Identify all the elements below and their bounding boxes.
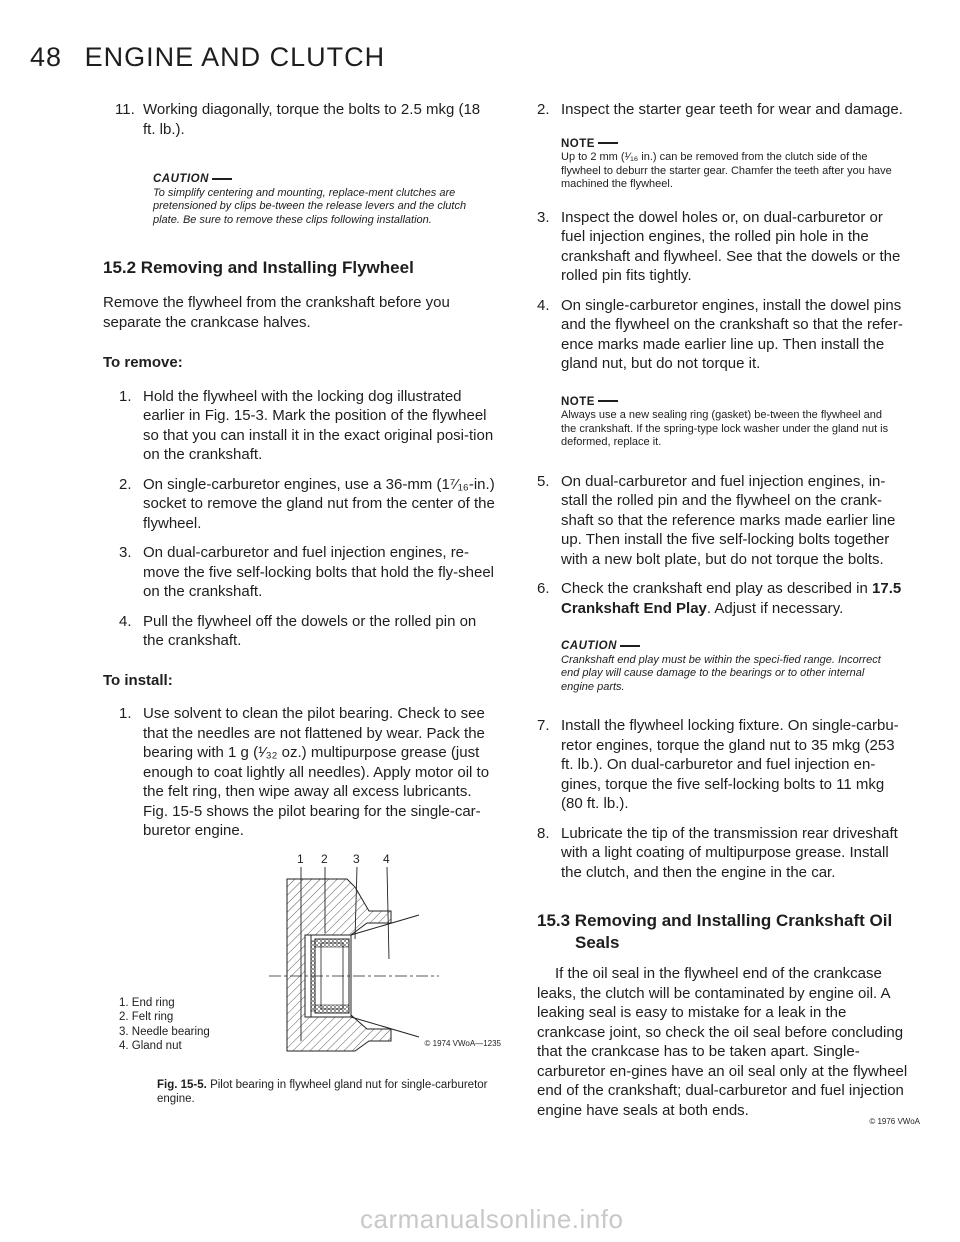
- step-11: 11. Working diagonally, torque the bolts to 2.5 mkg (18 ft. lb.).: [115, 101, 481, 138]
- step-4: 4. On single-carburetor engines, install the dowel pins and the flywheel on the crankshaft so that the refer-ence marks made earlier line up. Then install the gland nut, but do not torque it.: [537, 296, 903, 372]
- caution-text: To simplify centering and mounting, replace-ment clutches are pretensioned by clips be-tween the release levers and the clutch plate. Be sure to remove these clips following installation.: [153, 186, 467, 226]
- remove-steps: [103, 387, 495, 651]
- install-step: 1. Use solvent to clean the pilot bearing. Check to see that the needles are not flattened by wear. Pack the bearing with 1 g (¹⁄₃₂ oz.) multipurpose grease (just enough to coat lightly all needles). Apply motor oil to the felt ring, then wipe away all excess lubricants. Fig. 15-5 shows the pilot bearing for the single-car-buretor engine.: [119, 705, 490, 839]
- steps-7-8: [537, 716, 909, 882]
- install-heading: To install:: [103, 671, 173, 689]
- section-heading-15-2: 15.2 Removing and Installing Flywheel: [103, 258, 414, 277]
- step-8: 8. Lubricate the tip of the transmission rear driveshaft with a light coating of multipurpose grease. Install the clutch, and then the engine in the car.: [537, 824, 898, 881]
- caution-box-clips: [153, 173, 485, 227]
- step-text: Working diagonally, torque the bolts to 2.5 mkg (18 ft. lb.).: [143, 101, 481, 138]
- figure-caption: [157, 1078, 495, 1106]
- remove-step: 2. On single-carburetor engines, use a 36-mm (1⁷⁄₁₆-in.) socket to remove the gland nut from the center of the flywheel.: [119, 475, 495, 532]
- legend-item: 1. End ring: [119, 996, 175, 1009]
- step-6: 6. Check the crankshaft end play as described in 17.5 Crankshaft End Play. Adjust if necessary.: [537, 580, 902, 617]
- legend-item: 2. Felt ring: [119, 1011, 174, 1023]
- left-column: [103, 100, 501, 1106]
- steps-3-4: [537, 208, 909, 374]
- remove-step: 3. On dual-carburetor and fuel injection engines, re-move the five self-locking bolts that hold the fly-sheel on the crankshaft.: [119, 544, 495, 600]
- section-heading-15-3: 15.3 Removing and Installing Crankshaft Oil Seals: [537, 911, 893, 952]
- page-header: [30, 42, 385, 73]
- seal-paragraph: If the oil seal in the flywheel end of the crankcase leaks, the clutch will be contaminated by engine oil. A leaking seal is easy to mistake for a leak in the crankcase joint, so check the oil seal before concluding that the crankcase has to be taken apart. Single-carburetor en-gines have an oil seal only at the flywheel end of the crankshaft; dual-carburetor and fuel injection engine have seals at both ends.: [537, 965, 908, 1119]
- note-label: NOTE: [561, 396, 899, 410]
- caption-text: Pilot bearing in flywheel gland nut for single-carburetor engine.: [157, 1078, 488, 1105]
- figure-legend: [119, 996, 210, 1054]
- legend-item: 3. Needle bearing: [119, 1025, 210, 1038]
- legend-item: 4. Gland nut: [119, 1040, 182, 1052]
- caution-box-end-play: [561, 640, 899, 694]
- caution-label: CAUTION: [561, 640, 899, 654]
- steps-5-6: [537, 472, 909, 619]
- caption-label: Fig. 15-5.: [157, 1078, 207, 1091]
- note-text: Up to 2 mm (¹⁄₁₆ in.) can be removed from the clutch side of the flywheel to deburr the starter gear. Chamfer the teeth after you have machined the flywheel.: [561, 151, 892, 190]
- step-5: 5. On dual-carburetor and fuel injection engines, in-stall the rolled pin and the flywheel on the crank-shaft so that the reference marks made earlier line up. Then install the five self-locking bolts together with a new bolt plate, but do not torque the bolts.: [537, 472, 896, 568]
- callout-3: 3: [353, 851, 360, 866]
- watermark: carmanualsonline.info: [360, 1204, 624, 1234]
- step-2: 2. Inspect the starter gear teeth for wear and damage.: [537, 101, 903, 118]
- callout-1: 1: [297, 851, 304, 866]
- figure-credit: © 1974 VWoA—1235: [424, 1038, 501, 1048]
- install-steps: [103, 704, 495, 841]
- intro-paragraph: Remove the flywheel from the crankshaft before you separate the crankcase halves.: [103, 294, 450, 331]
- remove-step: 4. Pull the flywheel off the dowels or the rolled pin on the crankshaft.: [119, 612, 477, 649]
- callout-2: 2: [321, 851, 328, 866]
- remove-step: 1. Hold the flywheel with the locking dog illustrated earlier in Fig. 15-3. Mark the position of the flywheel so that you can install it in the exact original posi-tion on the crankshaft.: [119, 387, 494, 463]
- page-number: 48: [30, 42, 63, 72]
- caution-label: CAUTION: [153, 173, 485, 187]
- cross-reference: 17.5 Crankshaft End Play: [561, 580, 902, 617]
- caution-text: Crankshaft end play must be within the speci-fied range. Incorrect end play will cause damage to the bearings or to other internal engine parts.: [561, 653, 881, 693]
- chapter-title: ENGINE AND CLUTCH: [84, 42, 386, 72]
- callout-4: 4: [383, 851, 390, 866]
- note-box-sealing-ring: [561, 396, 899, 450]
- note-box-deburr: [561, 138, 899, 192]
- remove-heading: To remove:: [103, 354, 183, 371]
- note-text: Always use a new sealing ring (gasket) be-tween the flywheel and the crankshaft. If the spring-type lock washer under the gland nut is deformed, replace it.: [561, 409, 889, 448]
- note-label: NOTE: [561, 138, 899, 152]
- figure-15-5: [119, 851, 501, 1056]
- right-column: [537, 100, 909, 1120]
- step-7: 7. Install the flywheel locking fixture. On single-carbu-retor engines, torque the gland nut to 35 mkg (253 ft. lb.). On dual-carburetor and fuel injection en-gines, torque the five self-locking bolts to 11 mkg (80 ft. lb.).: [537, 717, 899, 812]
- copyright-notice: © 1976 VWoA: [869, 1117, 920, 1126]
- step-3: 3. Inspect the dowel holes or, on dual-carburetor or fuel injection engines, the rolled pin hole in the crankshaft and flywheel. See that the dowels or the rolled pin fits tightly.: [537, 208, 901, 284]
